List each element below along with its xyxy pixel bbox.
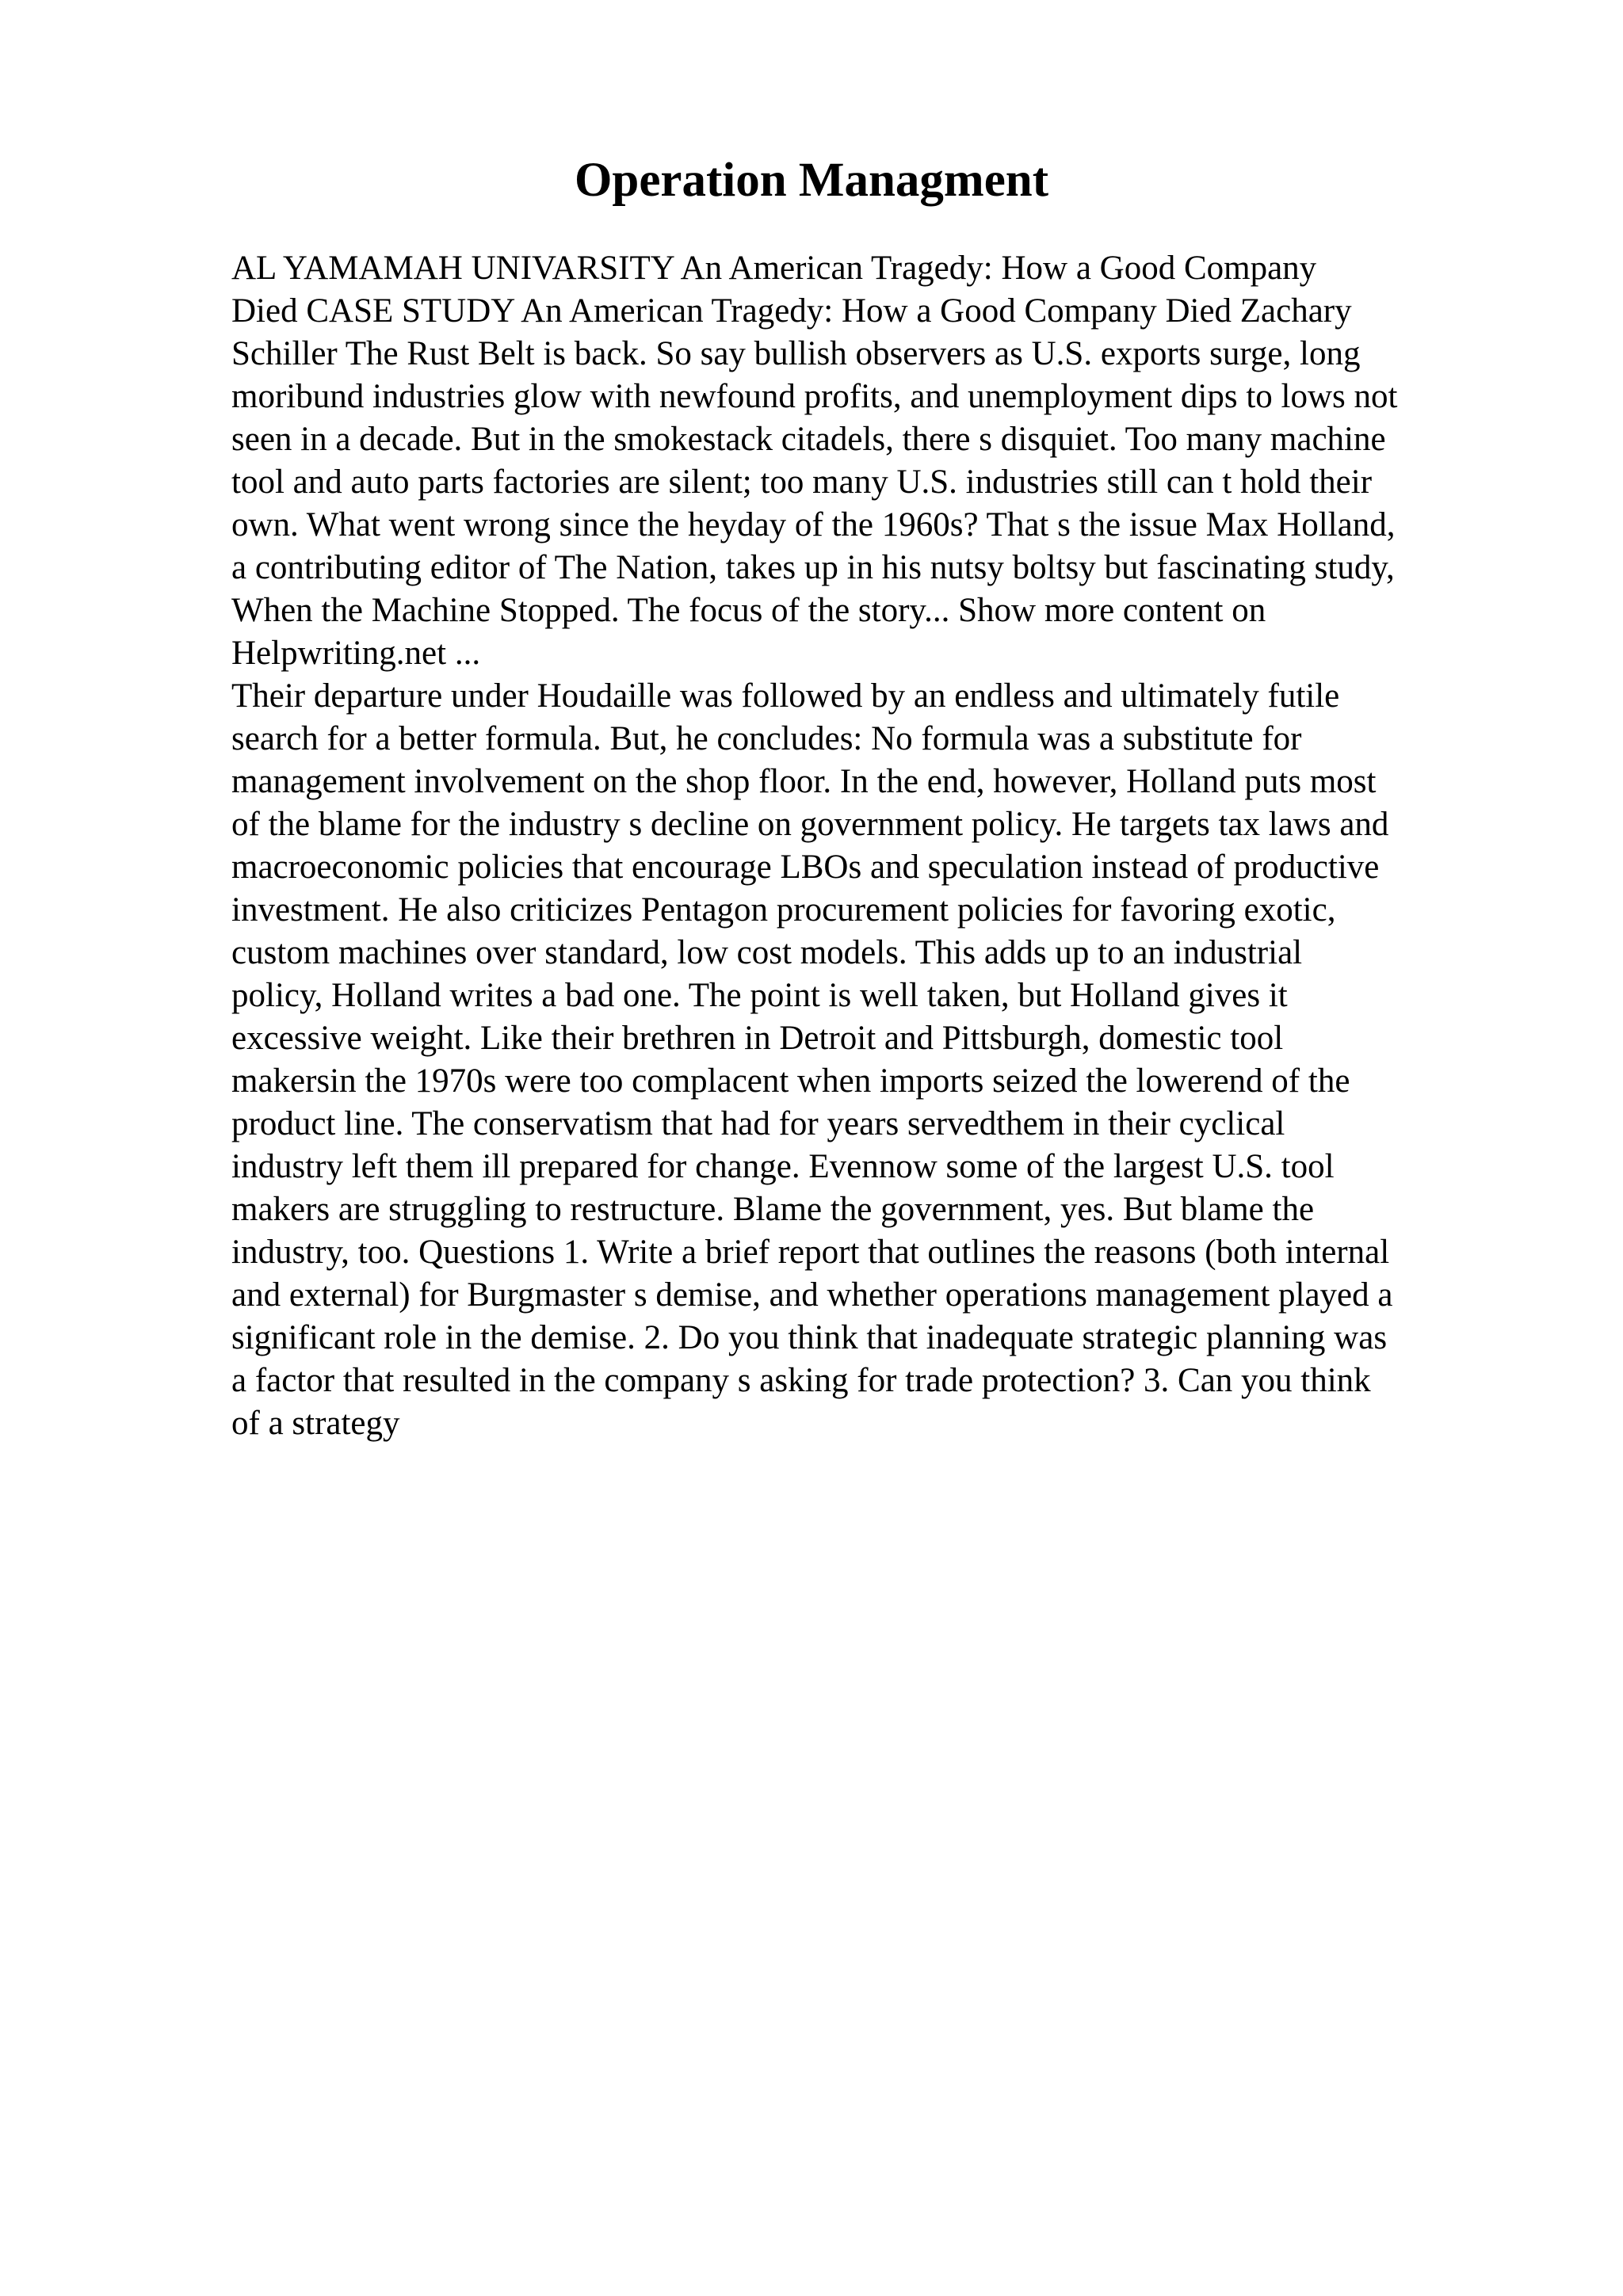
paragraph-main: Their departure under Houdaille was followed by an endless and ultimately futile search for a better formula. But, he concludes: No formula was a substitute for management involvement on the shop floor. In the end, however, Holland puts most of the blame for the industry s decline on government policy. He targets tax laws and macroeconomic policies that encourage LBOs and speculation instead of productive investment. He also criticizes Pentagon procurement policies for favoring exotic, custom machines over standard, low cost models. This adds up to an industrial policy, Holland writes a bad one. The point is well taken, but Holland gives it excessive weight. Like their brethren in Detroit and Pittsburgh, domestic tool makersin the 1970s were too complacent when imports seized the lowerend of the product line. The conservatism that had for years servedthem in their cyclical industry left them ill prepared for change. Evennow some of the largest U.S. tool makers are struggling to restructure. Blame the government, yes. But blame the industry, too. Questions 1. Write a brief report that outlines the reasons (both internal and external) for Burgmaster s demise, and whether operations management played a significant role in the demise. 2. Do you think that inadequate strategic planning was a factor that resulted in the company s asking for trade protection? 3. Can you think of a strategy <box>231 677 1393 1442</box>
document-body <box>231 247 1531 1445</box>
document-title: Operation Managment <box>574 154 1049 207</box>
paragraph-intro: AL YAMAMAH UNIVARSITY An American Tragedy: How a Good Company Died CASE STUDY An American Tragedy: How a Good Company Died Zachary Schiller The Rust Belt is back. So say bullish observers as U.S. exports surge, long moribund industries glow with newfound profits, and unemployment dips to lows not seen in a decade. But in the smokestack citadels, there s disquiet. Too many machine tool and auto parts factories are silent; too many U.S. industries still can t hold their own. What went wrong since the heyday of the 1960s? That s the issue Max Holland, a contributing editor of The Nation, takes up in his nutsy boltsy but fascinating study, When the Machine Stopped. The focus of the story... Show more content on Helpwriting.net ... <box>231 250 1398 672</box>
